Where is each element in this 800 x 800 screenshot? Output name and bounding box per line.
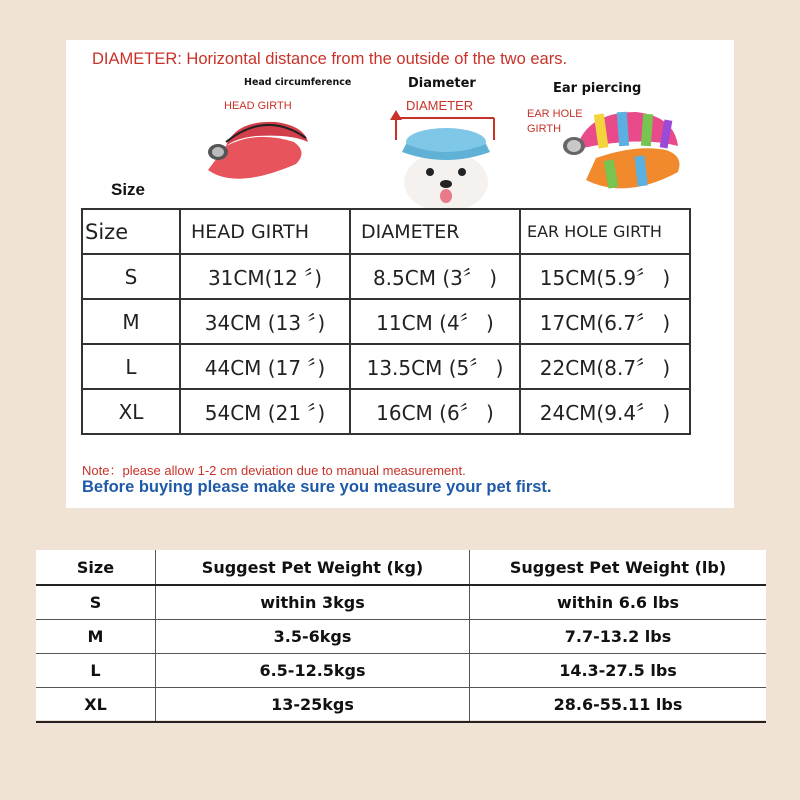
- ear-piercing-caption: Ear piercing: [553, 81, 642, 96]
- ear-hole-girth-cell: 17CM(6.7〞 ): [520, 299, 690, 344]
- size-cell: M: [36, 620, 156, 654]
- measure-warning: Before buying please make sure you measure your pet first.: [82, 478, 552, 496]
- size-cell: L: [82, 344, 180, 389]
- table-row: [82, 254, 690, 299]
- head-girth-cell: 31CM(12 〞): [180, 254, 350, 299]
- diameter-cell: 11CM (4〞 ): [350, 299, 520, 344]
- header-diameter: DIAMETER: [350, 209, 520, 254]
- header-head-girth: HEAD GIRTH: [180, 209, 350, 254]
- head-girth-cell: 44CM (17 〞): [180, 344, 350, 389]
- deviation-note: Note：please allow 1-2 cm deviation due to manual measurement.: [82, 463, 466, 478]
- weight-kg-cell: 13-25kgs: [156, 688, 470, 723]
- weight-kg-cell: within 3kgs: [156, 585, 470, 620]
- size-table-header-row: [82, 209, 690, 254]
- table-row: [82, 299, 690, 344]
- ear-hole-girth-cell: 22CM(8.7〞 ): [520, 344, 690, 389]
- weight-lb-cell: 7.7-13.2 lbs: [470, 620, 767, 654]
- weight-chart-panel: [36, 550, 766, 720]
- size-cell: S: [82, 254, 180, 299]
- table-row: [36, 620, 766, 654]
- diameter-caption: Diameter: [408, 76, 476, 91]
- header-size: Size: [36, 550, 156, 585]
- weight-lb-cell: 28.6-55.11 lbs: [470, 688, 767, 723]
- size-chart-panel: [66, 40, 734, 508]
- weight-kg-cell: 3.5-6kgs: [156, 620, 470, 654]
- size-table: [81, 208, 691, 435]
- head-girth-label: HEAD GIRTH: [224, 100, 292, 112]
- ear-hole-label-line1: EAR HOLE: [527, 108, 583, 120]
- header-weight-kg: Suggest Pet Weight (kg): [156, 550, 470, 585]
- weight-table: [36, 550, 766, 723]
- size-cell: S: [36, 585, 156, 620]
- table-row: [82, 344, 690, 389]
- size-side-label: Size: [111, 180, 146, 199]
- diameter-cell: 13.5CM (5〞 ): [350, 344, 520, 389]
- header-weight-lb: Suggest Pet Weight (lb): [470, 550, 767, 585]
- size-cell: XL: [82, 389, 180, 434]
- weight-lb-cell: within 6.6 lbs: [470, 585, 767, 620]
- head-circumference-caption: Head circumference: [244, 77, 352, 88]
- dog-with-blue-cap-icon: [384, 110, 508, 210]
- ear-hole-girth-cell: 15CM(5.9〞 ): [520, 254, 690, 299]
- table-row: [36, 654, 766, 688]
- header-ear-hole-girth: EAR HOLE GIRTH: [520, 209, 690, 254]
- head-girth-cell: 54CM (21 〞): [180, 389, 350, 434]
- head-girth-cell: 34CM (13 〞): [180, 299, 350, 344]
- diameter-cell: 16CM (6〞 ): [350, 389, 520, 434]
- size-cell: XL: [36, 688, 156, 723]
- diameter-definition: DIAMETER: Horizontal distance from the outside of the two ears.: [92, 50, 568, 68]
- size-cell: L: [36, 654, 156, 688]
- table-row: [36, 688, 766, 723]
- weight-lb-cell: 14.3-27.5 lbs: [470, 654, 767, 688]
- header-size: Size: [82, 209, 180, 254]
- diameter-cell: 8.5CM (3〞 ): [350, 254, 520, 299]
- ear-hole-girth-cell: 24CM(9.4〞 ): [520, 389, 690, 434]
- table-row: [82, 389, 690, 434]
- weight-table-header-row: [36, 550, 766, 585]
- striped-cap-icon: [546, 100, 686, 200]
- ear-hole-label-line2: GIRTH: [527, 123, 562, 135]
- size-cell: M: [82, 299, 180, 344]
- diameter-label: DIAMETER: [406, 98, 474, 113]
- red-cap-icon: [196, 112, 316, 187]
- table-row: [36, 585, 766, 620]
- weight-kg-cell: 6.5-12.5kgs: [156, 654, 470, 688]
